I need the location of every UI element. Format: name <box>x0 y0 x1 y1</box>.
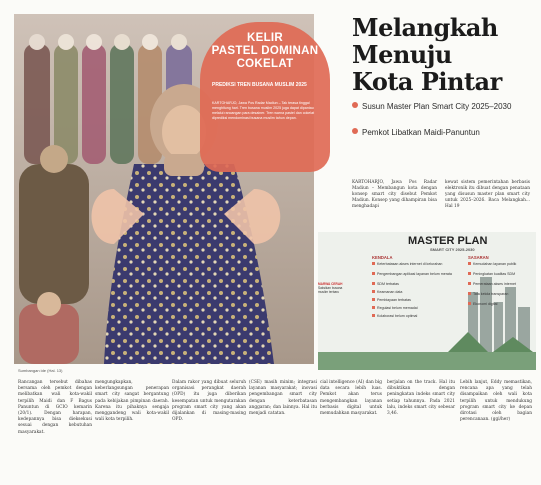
infographic-left-heading: KENDALA <box>372 255 393 260</box>
bullet-square-icon <box>372 306 375 309</box>
infographic-right-item: Pemerataan akses internet <box>468 282 534 287</box>
headline-line-3: Kota Pintar <box>352 67 502 96</box>
infographic-right-heading: SASARAN <box>468 255 489 260</box>
bullet-square-icon <box>372 290 375 293</box>
bullet-square-icon <box>468 292 471 295</box>
infographic-left-item: Pengembangan aplikasi layanan belum merata <box>372 272 458 277</box>
figure-caption-name: MARWA CERAH <box>318 282 343 286</box>
headline-line-2: Menuju <box>352 40 452 69</box>
figure-caption-text: Saksikan busana muslim terbaru <box>318 286 343 294</box>
headline <box>352 14 538 95</box>
bullet-square-icon <box>372 314 375 317</box>
infographic-title: MASTER PLAN <box>408 235 488 247</box>
body-column-3: Dalam rakor yang dibuat seluruh organisasi perangkat daerah (OPD) itu juga diberikan kesempatan untuk mengutarakan program smart city yang akan dijalankan di masing-masing OPD. <box>172 380 246 423</box>
body-column-1: Rancangan tersebut dibahas bersama oleh pemkot dengan melibatkan wali kota-wakil terpilih Maidi dan F Bagus Panuntun di GCIO kemarin (20/1). Dengan harapan, kedepannya bisa dieksekusi sesuai dengan kebutuhan masyarakat. <box>18 380 92 435</box>
bullet-square-icon <box>468 262 471 265</box>
bullet-square-icon <box>468 272 471 275</box>
body-column-2: mengungkapkan, keberlangsungan penerapan smart city sangat bergantung pada kebijakan pimpinan daerah. Karena itu pihaknya sengaja menggandeng wali kota-wakil wali kota terpilih. <box>95 380 169 423</box>
infographic-left-item: Kolaborasi belum optimal <box>372 314 458 319</box>
infographic-subtitle: SMART CITY 2025-2030 <box>430 247 475 252</box>
feature-subtitle: PREDIKSI TREN BUSANA MUSLIM 2025 <box>212 82 307 88</box>
infographic-left-item: Regulasi belum memadai <box>372 306 458 311</box>
infographic-left-item: Keamanan data <box>372 290 458 295</box>
infographic-left-item: SDM terbatas <box>372 282 458 287</box>
lead-column-1: KARTOHARJO, Jawa Pos Radar Madiun – Membangun kota dengan konsep smart city disebut Pemkot Madiun. Konsep yang dihampiran bisa menghadapi <box>352 180 437 209</box>
infographic-right-item: Tata kelola transparan <box>468 292 534 297</box>
infographic-left-item: Pembiayaan terbatas <box>372 298 458 303</box>
bullet-square-icon <box>372 262 375 265</box>
body-column-5: cial intelligence (AI) dan big data secara lebih luas. Pemkot akan terus mengembangkan layanan berbasis digital untuk memudahkan masyarakat. <box>320 380 382 417</box>
infographic-left-item: Keterbatasan akses internet di kelurahan <box>372 262 458 267</box>
bullet-square-icon <box>372 282 375 285</box>
headline-line-1: Melangkah <box>352 13 498 42</box>
lead-column-2: kewat sistem pemerintahan berbasis elektronik itu dibuat dengan penataan yang disusun master plan smart city untuk 2025–2026. Baca Melangkah... Hal 19 <box>445 180 530 209</box>
bullet-dot-icon <box>352 128 358 134</box>
infographic-right-item: Kemudahan layanan publik <box>468 262 534 267</box>
subhead-bullet-1: Susun Master Plan Smart City 2025–2030 <box>352 102 532 112</box>
bullet-square-icon <box>372 298 375 301</box>
feature-title-line-2: PASTEL DOMINAN <box>211 45 319 57</box>
bullet-square-icon <box>468 282 471 285</box>
photo-caption: Sumbangan ide (Hal. 13) <box>18 368 63 373</box>
feature-title-line-1: KELIR <box>247 32 283 44</box>
bullet-dot-icon <box>352 102 358 108</box>
bullet-square-icon <box>372 272 375 275</box>
infographic-right-item: Ekonomi digital <box>468 302 534 307</box>
infographic-right-item: Peningkatan kualitas SDM <box>468 272 534 277</box>
body-column-4: (CSE) masih minim; integrasi layanan masyarakat; inovasi pengembangan smart city dengan keterbatasan anggaran; dan lainnya. Hal itu menjadi catatan. <box>249 380 317 417</box>
body-column-6: berjalan on the track. Hal itu dibuktikan dengan peningkatan indeks smart city setiap tahunnya. Pada 2021 lalu, indeks smart city sebesar 3,46. <box>387 380 455 417</box>
body-column-7: Lebih lanjut, Eddy memastikan, rencana apa yang telah disampaikan oleh wali kota terpilih untuk mendukung program smart city ke depan dirotasi oleh bagian perencanaan. (ggi/her) <box>460 380 532 423</box>
figure-caption <box>318 282 348 294</box>
feature-body: KARTOHARJO, Jawa Pos Radar Madiun – Tak terasa tinggal menghitung hari. Tren busana muslim 2025 juga dapat dipantau melalui rancangan para desainer. Tren warna pastel dan cokelat diprediksi mendominasi busana muslim tahun depan. <box>212 101 315 120</box>
feature-title <box>208 32 322 71</box>
bullet-square-icon <box>468 302 471 305</box>
subhead-bullet-2: Pemkot Libatkan Maidi-Panuntun <box>352 128 532 138</box>
feature-title-line-3: COKELAT <box>236 58 294 70</box>
